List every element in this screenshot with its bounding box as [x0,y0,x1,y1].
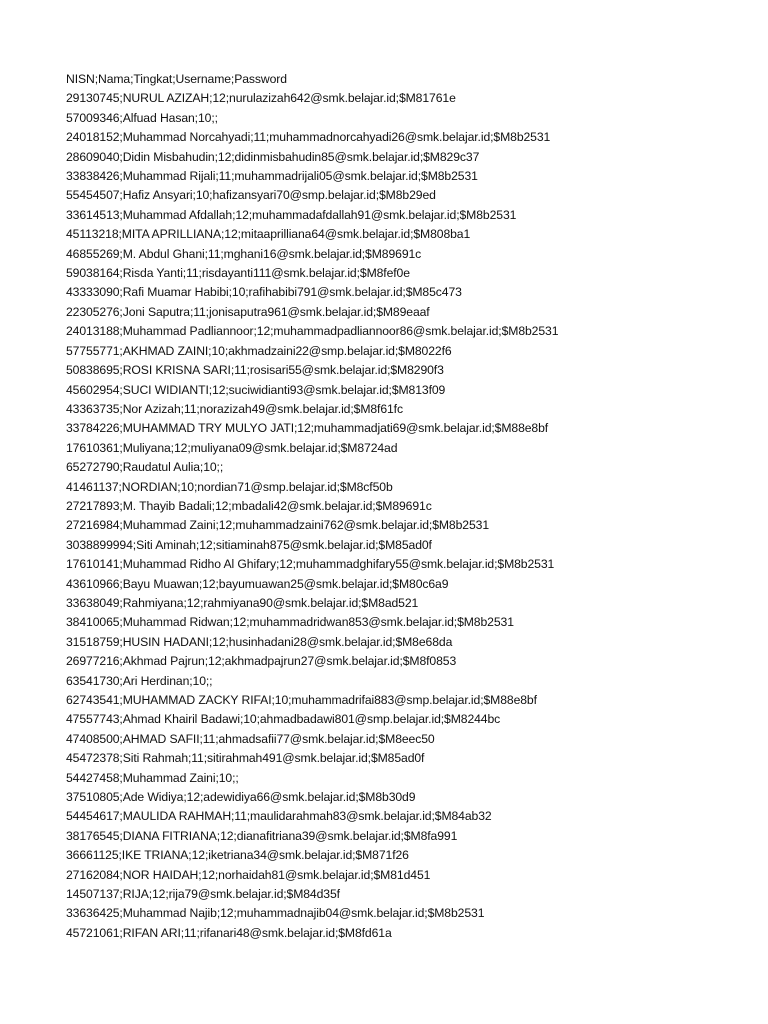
data-line: 14507137;RIJA;12;rija79@smk.belajar.id;$M84d35f [66,887,340,902]
data-line: 27216984;Muhammad Zaini;12;muhammadzaini762@smk.belajar.id;$M8b2531 [66,518,490,533]
data-line: 28609040;Didin Misbahudin;12;didinmisbahudin85@smk.belajar.id;$M829c37 [66,149,480,164]
data-line: 33784226;MUHAMMAD TRY MULYO JATI;12;muhammadjati69@smk.belajar.id;$M88e8bf [66,421,549,436]
data-line: 31518759;HUSIN HADANI;12;husinhadani28@smk.belajar.id;$M8e68da [66,634,453,649]
data-line: 62743541;MUHAMMAD ZACKY RIFAI;10;muhammadrifai883@smp.belajar.id;$M88e8bf [66,693,537,707]
data-line: 57009346;Alfuad Hasan;10;; [66,110,218,125]
data-line: 17610361;Muliyana;12;muliyana09@smk.belajar.id;$M8724ad [66,440,398,455]
data-line: 36661125;IKE TRIANA;12;iketriana34@smk.belajar.id;$M871f26 [66,848,409,863]
data-line: 43363735;Nor Azizah;11;norazizah49@smk.belajar.id;$M8f61fc [66,401,403,416]
data-line: 65272790;Raudatul Aulia;10;; [66,460,224,475]
data-line: 55454507;Hafiz Ansyari;10;hafizansyari70@smp.belajar.id;$M8b29ed [66,188,436,203]
data-line: 45113218;MITA APRILLIANA;12;mitaaprilliana64@smk.belajar.id;$M808ba1 [66,227,471,242]
data-line: 17610141;Muhammad Ridho Al Ghifary;12;muhammadghifary55@smk.belajar.id;$M8b2531 [66,557,555,572]
document-body [66,70,756,943]
data-line: 57755771;AKHMAD ZAINI;10;akhmadzaini22@smp.belajar.id;$M8022f6 [66,343,452,358]
data-line: 27162084;NOR HAIDAH;12;norhaidah81@smk.belajar.id;$M81d451 [66,867,431,882]
data-line: 59038164;Risda Yanti;11;risdayanti111@smk.belajar.id;$M8fef0e [66,266,410,281]
data-line: 41461137;NORDIAN;10;nordian71@smp.belajar.id;$M8cf50b [66,479,393,494]
data-line: 33636425;Muhammad Najib;12;muhammadnajib04@smk.belajar.id;$M8b2531 [66,906,485,921]
data-line: 29130745;NURUL AZIZAH;12;nurulazizah642@smk.belajar.id;$M81761e [66,91,456,106]
data-line: 45721061;RIFAN ARI;11;rifanari48@smk.belajar.id;$M8fd61a [66,925,392,940]
data-line: 50838695;ROSI KRISNA SARI;11;rosisari55@smk.belajar.id;$M8290f3 [66,363,444,378]
data-line: 3038899994;Siti Aminah;12;sitiaminah875@smk.belajar.id;$M85ad0f [66,537,432,552]
data-line: 33614513;Muhammad Afdallah;12;muhammadafdallah91@smk.belajar.id;$M8b2531 [66,207,517,222]
data-line: 45472378;Siti Rahmah;11;sitirahmah491@smk.belajar.id;$M85ad0f [66,751,425,766]
data-line: 33838426;Muhammad Rijali;11;muhammadrijali05@smk.belajar.id;$M8b2531 [66,169,478,184]
data-line: 22305276;Joni Saputra;11;jonisaputra961@smk.belajar.id;$M89eaaf [66,304,430,319]
data-line: 54427458;Muhammad Zaini;10;; [66,770,239,785]
data-line: 43610966;Bayu Muawan;12;bayumuawan25@smk.belajar.id;$M80c6a9 [66,576,449,591]
header-line: NISN;Nama;Tingkat;Username;Password [66,72,287,86]
data-line: 47557743;Ahmad Khairil Badawi;10;ahmadbadawi801@smp.belajar.id;$M8244bc [66,712,501,727]
data-line: 24018152;Muhammad Norcahyadi;11;muhammadnorcahyadi26@smk.belajar.id;$M8b2531 [66,130,551,145]
data-line: 45602954;SUCI WIDIANTI;12;suciwidianti93@smk.belajar.id;$M813f09 [66,382,446,397]
data-line: 37510805;Ade Widiya;12;adewidiya66@smk.belajar.id;$M8b30d9 [66,790,416,805]
data-line: 63541730;Ari Herdinan;10;; [66,673,213,688]
data-line: 26977216;Akhmad Pajrun;12;akhmadpajrun27@smk.belajar.id;$M8f0853 [66,654,457,669]
data-line: 33638049;Rahmiyana;12;rahmiyana90@smk.belajar.id;$M8ad521 [66,595,419,610]
data-line: 46855269;M. Abdul Ghani;11;mghani16@smk.belajar.id;$M89691c [66,246,422,261]
data-line: 54454617;MAULIDA RAHMAH;11;maulidarahmah83@smk.belajar.id;$M84ab32 [66,809,492,824]
data-line: 38410065;Muhammad Ridwan;12;muhammadridwan853@smk.belajar.id;$M8b2531 [66,615,514,630]
data-line: 24013188;Muhammad Padliannoor;12;muhammadpadliannoor86@smk.belajar.id;$M8b2531 [66,324,559,339]
data-line: 38176545;DIANA FITRIANA;12;dianafitriana39@smk.belajar.id;$M8fa991 [66,828,458,843]
data-line: 27217893;M. Thayib Badali;12;mbadali42@smk.belajar.id;$M89691c [66,498,432,513]
data-line: 47408500;AHMAD SAFII;11;ahmadsafii77@smk.belajar.id;$M8eec50 [66,731,435,746]
data-line: 43333090;Rafi Muamar Habibi;10;rafihabibi791@smk.belajar.id;$M85c473 [66,285,462,300]
